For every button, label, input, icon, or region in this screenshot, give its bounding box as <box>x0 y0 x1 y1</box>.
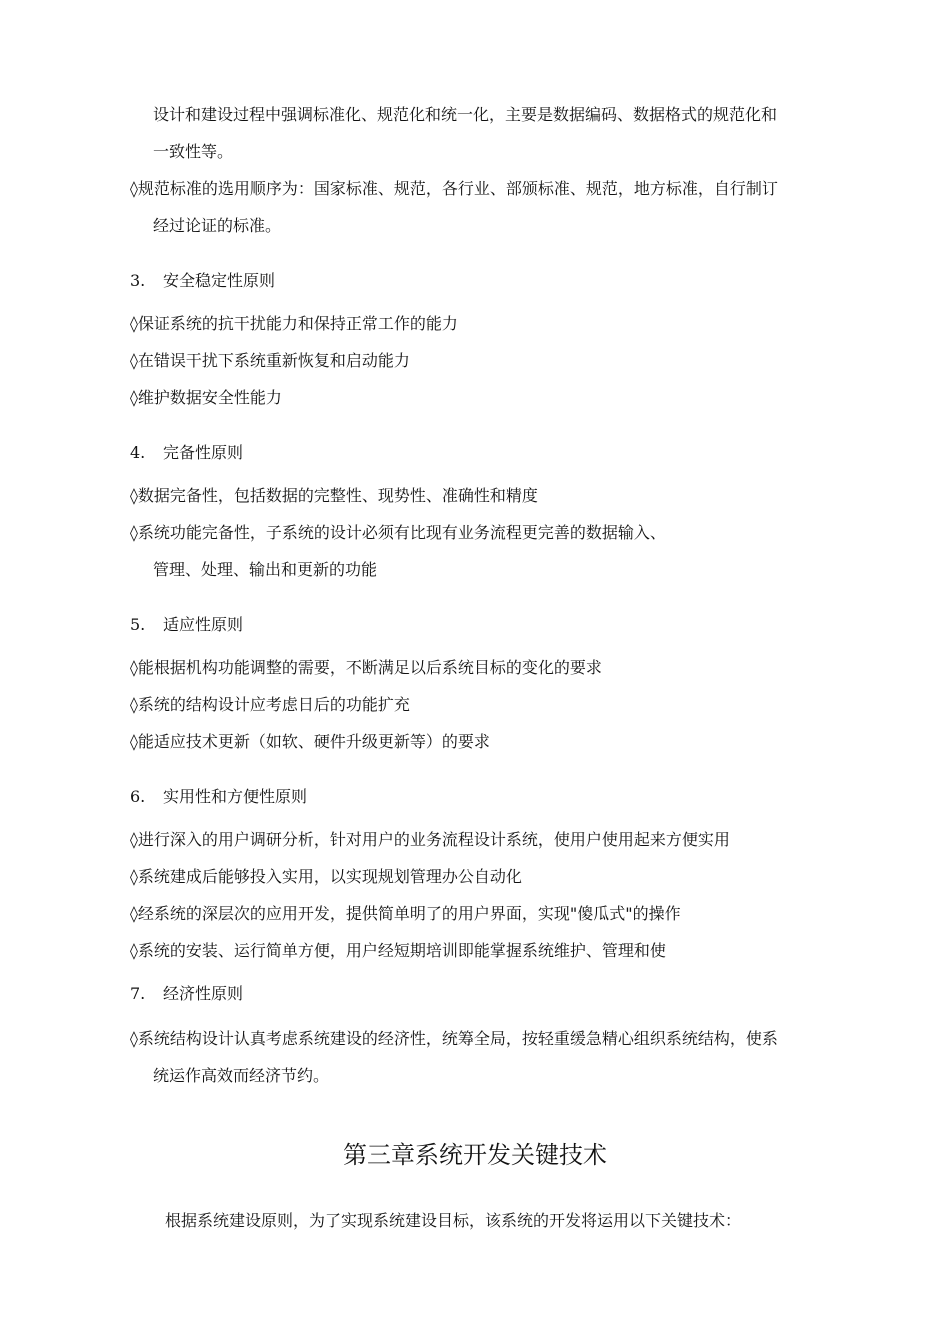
paragraph-line: 统运作高效而经济节约。 <box>153 1066 330 1085</box>
bullet-item: ◊系统建成后能够投入实用，以实现规划管理办公自动化 <box>130 867 522 886</box>
bullet-item: ◊系统的安装、运行简单方便，用户经短期培训即能掌握系统维护、管理和使 <box>130 941 666 960</box>
section-heading <box>130 614 243 636</box>
section-number: 4. <box>130 443 146 462</box>
chapter-title: 第三章系统开发关键技术 <box>343 1141 607 1169</box>
paragraph-line: 经过论证的标准。 <box>153 216 282 235</box>
bullet-item: ◊规范标准的选用顺序为：国家标准、规范，各行业、部颁标准、规范，地方标准，自行制订 <box>130 179 778 198</box>
section-title: 适应性原则 <box>163 615 244 634</box>
bullet-item: ◊经系统的深层次的应用开发，提供简单明了的用户界面，实现"傻瓜式"的操作 <box>130 904 681 923</box>
section-title: 完备性原则 <box>163 443 244 462</box>
bullet-item: ◊维护数据安全性能力 <box>130 388 282 407</box>
section-title: 安全稳定性原则 <box>163 271 276 290</box>
section-heading <box>130 786 307 808</box>
paragraph-line: 管理、处理、输出和更新的功能 <box>153 560 378 579</box>
section-number: 6. <box>130 787 146 806</box>
bullet-item: ◊能适应技术更新（如软、硬件升级更新等）的要求 <box>130 732 490 751</box>
section-number: 5. <box>130 615 146 634</box>
bullet-item: ◊保证系统的抗干扰能力和保持正常工作的能力 <box>130 314 458 333</box>
paragraph-line: 一致性等。 <box>153 142 234 161</box>
paragraph-line: 设计和建设过程中强调标准化、规范化和统一化，主要是数据编码、数据格式的规范化和 <box>153 105 778 124</box>
intro-paragraph: 根据系统建设原则，为了实现系统建设目标，该系统的开发将运用以下关键技术： <box>165 1211 742 1230</box>
bullet-item: ◊系统结构设计认真考虑系统建设的经济性，统筹全局，按轻重缓急精心组织系统结构，使系 <box>130 1029 778 1048</box>
bullet-item: ◊在错误干扰下系统重新恢复和启动能力 <box>130 351 410 370</box>
section-number: 7. <box>130 984 146 1003</box>
bullet-item: ◊进行深入的用户调研分析，针对用户的业务流程设计系统，使用户使用起来方便实用 <box>130 830 730 849</box>
bullet-item: ◊系统功能完备性，子系统的设计必须有比现有业务流程更完善的数据输入、 <box>130 523 666 542</box>
section-title: 经济性原则 <box>163 984 244 1003</box>
section-heading <box>130 270 275 292</box>
bullet-item: ◊能根据机构功能调整的需要，不断满足以后系统目标的变化的要求 <box>130 658 602 677</box>
section-title: 实用性和方便性原则 <box>163 787 308 806</box>
bullet-item: ◊数据完备性，包括数据的完整性、现势性、准确性和精度 <box>130 486 538 505</box>
section-heading <box>130 983 243 1005</box>
bullet-item: ◊系统的结构设计应考虑日后的功能扩充 <box>130 695 410 714</box>
section-number: 3. <box>130 271 146 290</box>
section-heading <box>130 442 243 464</box>
